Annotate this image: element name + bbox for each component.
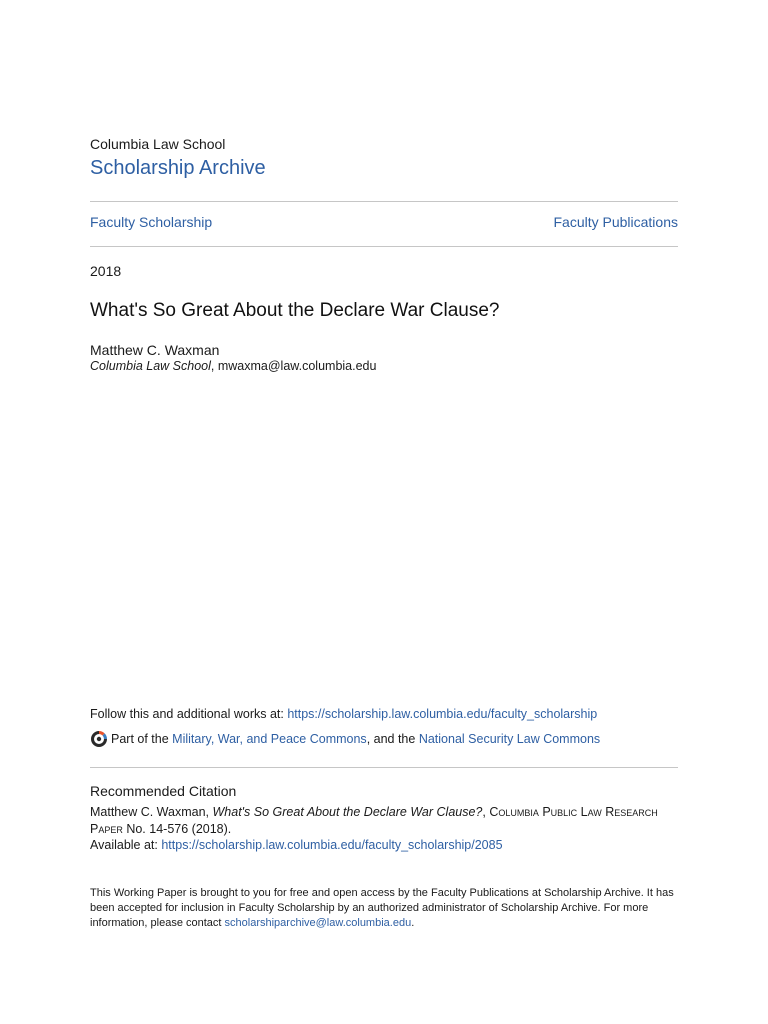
follow-prefix: Follow this and additional works at:	[90, 707, 288, 721]
citation-tail: No. 14-576 (2018).	[122, 822, 232, 836]
institution-name: Columbia Law School	[90, 136, 226, 152]
access-notice-end: .	[411, 917, 415, 929]
faculty-scholarship-link[interactable]: Faculty Scholarship	[90, 214, 213, 230]
available-prefix: Available at:	[90, 838, 162, 852]
part-of-line	[90, 730, 600, 748]
follow-line	[90, 707, 597, 721]
national-security-law-commons-link[interactable]: National Security Law Commons	[418, 732, 601, 746]
commons-logo-icon	[90, 730, 108, 748]
faculty-publications-link[interactable]: Faculty Publications	[553, 214, 678, 230]
military-war-peace-commons-link[interactable]: Military, War, and Peace Commons	[172, 732, 367, 746]
citation-separator: ,	[482, 805, 490, 819]
affiliation-separator: ,	[210, 359, 218, 373]
access-notice-text: This Working Paper is brought to you for free and open access by the Faculty Publications at Scholarship Archive. It has been accepted for inclusion in Faculty Scholarship by an authorized administrator of Scholarship Archive. For more information, please contact	[90, 887, 674, 929]
divider-nav	[90, 246, 678, 247]
recommended-citation-heading: Recommended Citation	[90, 783, 237, 799]
cover-page	[90, 0, 678, 1024]
affiliation-name: Columbia Law School	[90, 359, 211, 373]
available-url-link[interactable]: https://scholarship.law.columbia.edu/faculty_scholarship/2085	[161, 838, 503, 852]
divider-citation	[90, 767, 678, 768]
author-name: Matthew C. Waxman	[90, 342, 220, 358]
citation-series: Columbia Public Law Research Paper	[90, 805, 658, 836]
follow-url-link[interactable]: https://scholarship.law.columbia.edu/faculty_scholarship	[287, 707, 598, 721]
publication-year: 2018	[90, 263, 122, 279]
access-notice	[90, 886, 678, 931]
citation-text	[90, 804, 678, 838]
contact-email-link[interactable]: scholarshiparchive@law.columbia.edu	[224, 917, 412, 929]
part-of-prefix: Part of the	[111, 732, 169, 746]
author-affiliation	[90, 359, 376, 373]
paper-title: What's So Great About the Declare War Clause?	[90, 300, 500, 321]
part-of-middle: , and the	[366, 732, 416, 746]
available-at-line	[90, 838, 503, 852]
citation-title: What's So Great About the Declare War Clause?	[212, 805, 483, 819]
divider-top	[90, 201, 678, 202]
scholarship-archive-link[interactable]: Scholarship Archive	[90, 157, 266, 179]
citation-author: Matthew C. Waxman,	[90, 805, 213, 819]
author-email: mwaxma@law.columbia.edu	[217, 359, 377, 373]
